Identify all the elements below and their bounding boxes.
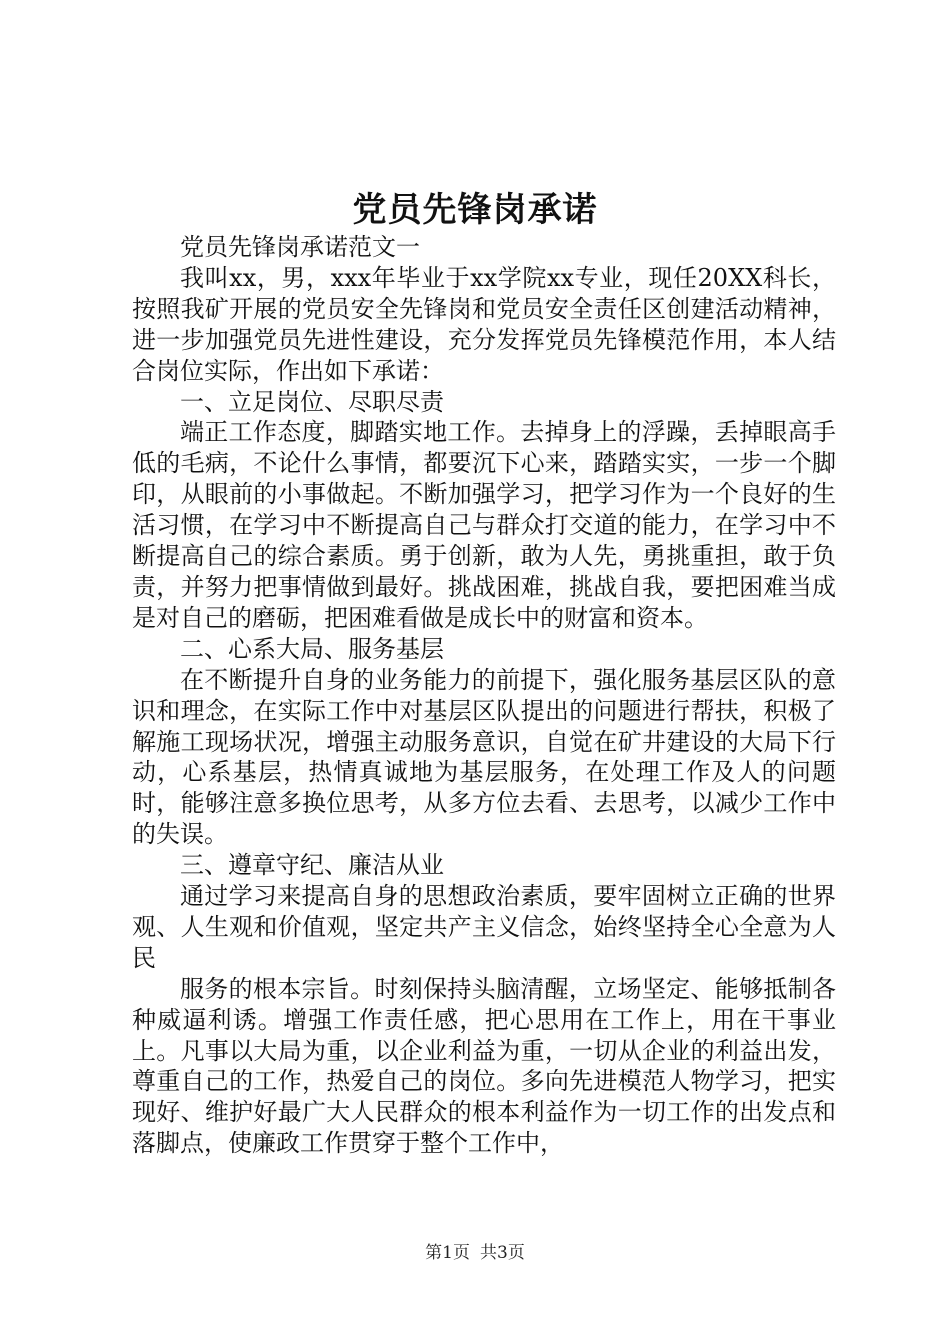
- body-paragraph: 服务的根本宗旨。时刻保持头脑清醒，立场坚定、能够抵制各种威逼利诱。增强工作责任感，把心思用在工作上，用在干事业上。凡事以大局为重，以企业利益为重，一切从企业的利益出发，尊重自己的工作，热爱自己的岗位。多向先进模范人物学习，把实现好、维护好最广大人民群众的根本利益作为一切工作的出发点和落脚点，使廉政工作贯穿于整个工作中，: [132, 974, 836, 1158]
- document-body: [132, 232, 836, 1159]
- section-heading: 三、遵章守纪、廉洁从业: [180, 851, 444, 880]
- document-title: 党员先锋岗承诺: [352, 190, 598, 230]
- body-paragraph: 我叫xx，男，xxx年毕业于xx学院xx专业，现任20XX科长，按照我矿开展的党员安全先锋岗和党员安全责任区创建活动精神，进一步加强党员先进性建设，充分发挥党员先锋模范作用，本人结合岗位实际，作出如下承诺：: [132, 263, 836, 385]
- body-paragraph: 在不断提升自身的业务能力的前提下，强化服务基层区队的意识和理念，在实际工作中对基层区队提出的问题进行帮扶，积极了解施工现场状况，增强主动服务意识，自觉在矿井建设的大局下行动，心系基层，热情真诚地为基层服务，在处理工作及人的问题时，能够注意多换位思考，从多方位去看、去思考，以减少工作中的失误。: [132, 665, 836, 849]
- page-footer: [0, 1241, 950, 1265]
- body-paragraph: 端正工作态度，脚踏实地工作。去掉身上的浮躁，丢掉眼高手低的毛病，不论什么事情，都要沉下心来，踏踏实实，一步一个脚印，从眼前的小事做起。不断加强学习，把学习作为一个良好的生活习惯，在学习中不断提高自己与群众打交道的能力，在学习中不断提高自己的综合素质。勇于创新，敢为人先，勇挑重担，敢于负责，并努力把事情做到最好。挑战困难，挑战自我，要把困难当成是对自己的磨砺，把困难看做是成长中的财富和资本。: [132, 418, 836, 632]
- page-total: 共3页: [480, 1243, 525, 1263]
- body-paragraph: 通过学习来提高自身的思想政治素质，要牢固树立正确的世界观、人生观和价值观，坚定共产主义信念，始终坚持全心全意为人民: [132, 882, 836, 972]
- subtitle-paragraph: 党员先锋岗承诺范文一: [180, 233, 420, 261]
- page-number: 第1页: [425, 1243, 470, 1263]
- section-heading: 一、立足岗位、尽职尽责: [180, 387, 444, 416]
- section-heading: 二、心系大局、服务基层: [180, 634, 444, 663]
